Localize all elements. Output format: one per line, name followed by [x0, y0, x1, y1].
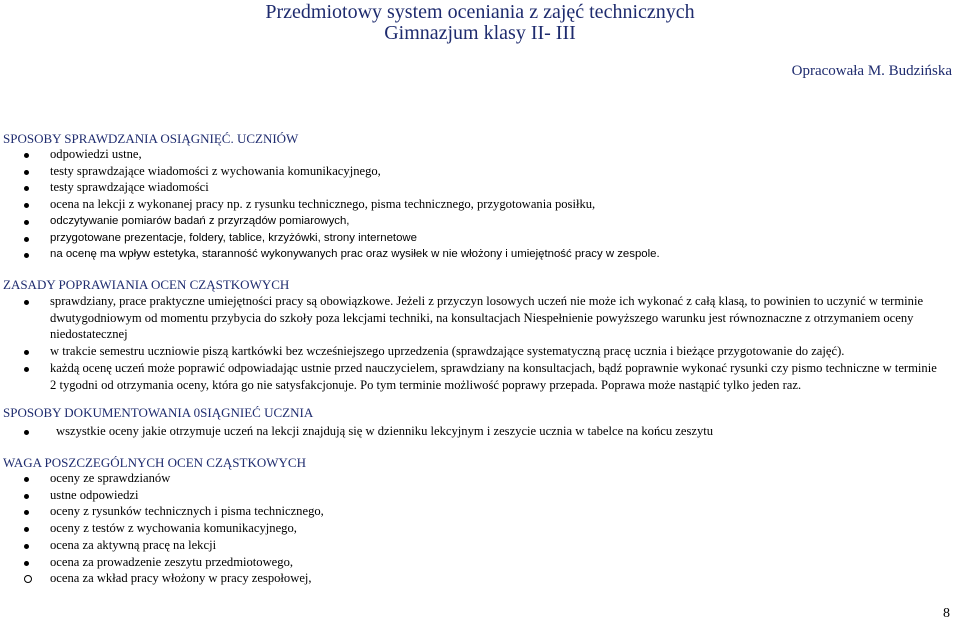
list-item: ustne odpowiedzi	[0, 487, 324, 504]
bullet-icon	[24, 477, 29, 482]
assessment-methods-list	[0, 146, 660, 263]
list-item: oceny ze sprawdzianów	[0, 470, 324, 487]
section-heading-documentation: SPOSOBY DOKUMENTOWANIA 0SIĄGNIEĆ UCZNIA	[3, 405, 314, 420]
list-item: w trakcie semestru uczniowie piszą kartkówki bez wcześniejszego uprzedzenia (sprawdzające systematyczną pracę ucznia i bieżące przygotowanie do zajęć).	[0, 343, 940, 360]
circle-bullet-icon	[24, 575, 32, 583]
grade-weights-list	[0, 470, 324, 587]
documentation-list	[0, 423, 713, 440]
section-heading-grade-weights: WAGA POSZCZEGÓLNYCH OCEN CZĄSTKOWYCH	[3, 455, 306, 470]
bullet-icon	[24, 544, 29, 549]
list-item: testy sprawdzające wiadomości	[0, 179, 660, 196]
bullet-icon	[24, 300, 29, 305]
bullet-icon	[24, 350, 29, 355]
author-credit: Opracowała M. Budzińska	[791, 63, 952, 79]
list-item: ocena na lekcji z wykonanej pracy np. z rysunku technicznego, pisma technicznego, przygotowania posiłku,	[0, 196, 660, 213]
bullet-icon	[24, 494, 29, 499]
list-item: przygotowane prezentacje, foldery, tablice, krzyżówki, strony internetowe	[0, 230, 660, 247]
list-item: ocena za aktywną pracę na lekcji	[0, 537, 324, 554]
list-item: wszystkie oceny jakie otrzymuje uczeń na lekcji znajdują się w dzienniku lekcyjnym i zeszycie ucznia w tabelce na końcu zeszytu	[0, 423, 713, 440]
bullet-icon	[24, 170, 29, 175]
grade-correction-list	[0, 293, 940, 393]
bullet-icon	[24, 203, 29, 208]
list-item: ocena za prowadzenie zeszytu przedmiotowego,	[0, 554, 324, 571]
list-item: na ocenę ma wpływ estetyka, staranność wykonywanych prac oraz wysiłek w nie włożony i umiejętność pracy w zespole.	[0, 246, 660, 263]
page-number: 8	[943, 606, 950, 621]
list-item: sprawdziany, prace praktyczne umiejętności pracy są obowiązkowe. Jeżeli z przyczyn losowych uczeń nie może ich wykonać z całą klasą, to powinien to uczynić w terminie dwutygodniowym od momentu przybycia do szkoły poza lekcjami techniki, na konsultacjach Niespełnienie powyższego warunku jest równoznaczne z otrzymaniem oceny niedostatecznej	[0, 293, 940, 343]
list-item: odpowiedzi ustne,	[0, 146, 660, 163]
list-item: każdą ocenę uczeń może poprawić odpowiadając ustnie przed nauczycielem, sprawdziany na konsultacjach, bądź poprawnie wykonać rysunki czy pismo techniczne w terminie 2 tygodni od otrzymania oceny, która go nie satysfakcjonuje. Po tym terminie możliwość poprawy przepada. Poprawa może nastąpić tylko jeden raz.	[0, 360, 940, 393]
bullet-icon	[24, 561, 29, 566]
bullet-icon	[24, 430, 29, 435]
bullet-icon	[24, 220, 29, 225]
list-item: oceny z rysunków technicznych i pisma technicznego,	[0, 503, 324, 520]
bullet-icon	[24, 186, 29, 191]
bullet-icon	[24, 153, 29, 158]
bullet-icon	[24, 237, 29, 242]
bullet-icon	[24, 367, 29, 372]
list-item: ocena za wkład pracy włożony w pracy zespołowej,	[0, 570, 324, 587]
section-heading-grade-correction: ZASADY POPRAWIANIA OCEN CZĄSTKOWYCH	[3, 277, 290, 292]
list-item: odczytywanie pomiarów badań z przyrządów pomiarowych,	[0, 213, 660, 230]
bullet-icon	[24, 527, 29, 532]
bullet-icon	[24, 253, 29, 258]
document-subtitle: Gimnazjum klasy II- III	[384, 22, 576, 44]
list-item: oceny z testów z wychowania komunikacyjnego,	[0, 520, 324, 537]
list-item: testy sprawdzające wiadomości z wychowania komunikacyjnego,	[0, 163, 660, 180]
section-heading-assessment-methods: SPOSOBY SPRAWDZANIA OSIĄGNIĘĆ. UCZNIÓW	[3, 131, 299, 146]
bullet-icon	[24, 510, 29, 515]
document-title: Przedmiotowy system oceniania z zajęć technicznych	[265, 1, 695, 23]
